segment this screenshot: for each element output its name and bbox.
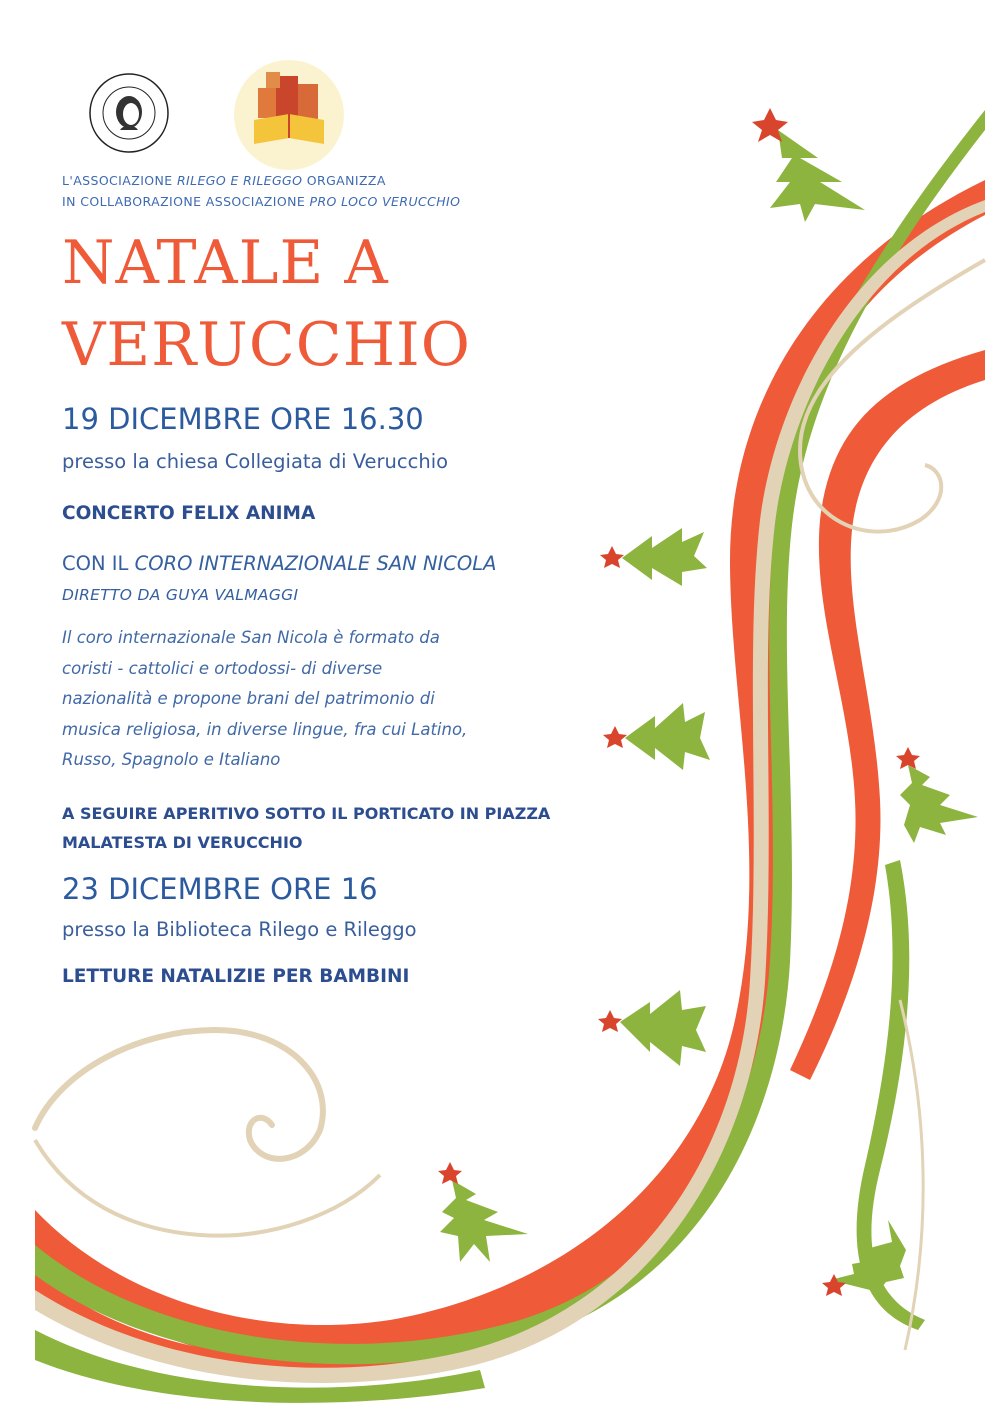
event-2-name: LETTURE NATALIZIE PER BAMBINI [62, 966, 410, 987]
christmas-tree [598, 990, 706, 1066]
event-1-director: DIRETTO DA GUYA VALMAGGI [62, 586, 299, 604]
red-ribbon [790, 350, 985, 1080]
page-title [62, 222, 471, 386]
christmas-tree [603, 703, 710, 770]
christmas-tree [600, 528, 707, 586]
event-1-description: Il coro internazionale San Nicola è formato da coristi - cattolici e ortodossi- di diverse nazionalità e propone brani del patrimonio di musica religiosa, in diverse lingue, fra cui Latino, Russo, Spagnolo e Italiano [62, 628, 468, 769]
event-1-choir: CON IL CORO INTERNAZIONALE SAN NICOLA [62, 552, 497, 575]
organizer-line-2: IN COLLABORAZIONE ASSOCIAZIONE PRO LOCO VERUCCHIO [62, 194, 461, 209]
title-line-2: VERUCCHIO [62, 310, 471, 380]
event-2-place: presso la Biblioteca Rilego e Rileggo [62, 918, 417, 941]
rilego-logo [232, 58, 346, 172]
event-1-aperitivo: A SEGUIRE APERITIVO SOTTO IL PORTICATO IN PIAZZA MALATESTA DI VERUCCHIO [62, 804, 551, 852]
event-1-place: presso la chiesa Collegiata di Verucchio [62, 450, 449, 473]
event-1-name: CONCERTO FELIX ANIMA [62, 503, 316, 524]
christmas-tree [896, 747, 978, 843]
organizer-line-1: L'ASSOCIAZIONE RILEGO E RILEGGO ORGANIZZA [62, 173, 386, 188]
beige-swirl [35, 1140, 380, 1236]
christmas-tree [438, 1162, 528, 1262]
christmas-tree [752, 108, 865, 222]
beige-ribbon [900, 1000, 923, 1350]
event-1-date: 19 DICEMBRE ORE 16.30 [62, 402, 424, 436]
beige-swirl [35, 1030, 323, 1159]
event-2-date: 23 DICEMBRE ORE 16 [62, 872, 378, 906]
title-line-1: NATALE A [62, 228, 389, 298]
organizer-note [62, 170, 460, 212]
proloco-logo [88, 72, 170, 154]
